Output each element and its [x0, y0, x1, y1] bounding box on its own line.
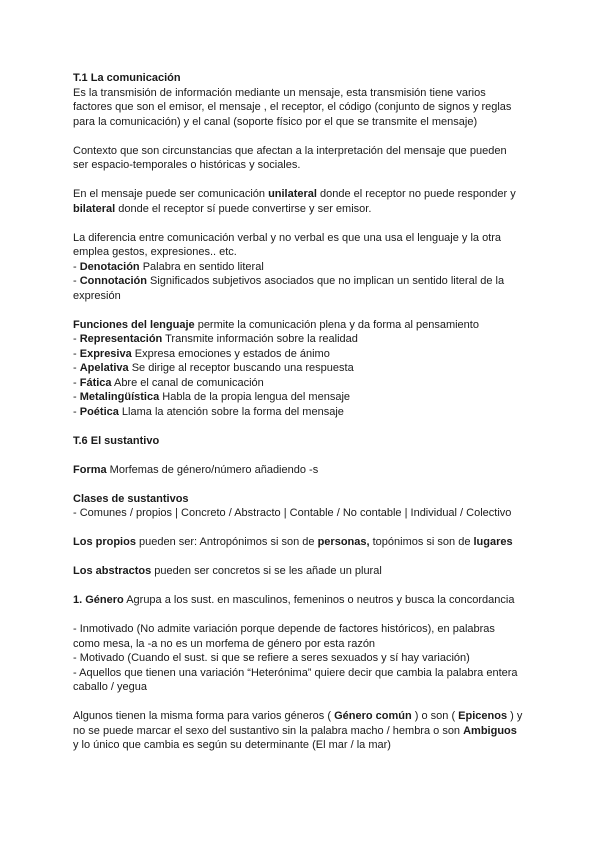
document-page — [73, 71, 543, 767]
connotacion-item: - Connotación Significados subjetivos asociados que no implican un sentido literal de la — [73, 275, 505, 287]
algunos-line-2: no se puede marcar el sexo del sustantivo sin la palabra macho / hembra o son Ambiguos — [73, 724, 517, 737]
tipos-line-2: como mesa, la -a no es un morfema de género por esta razón — [73, 637, 376, 650]
diferencia-line-2: emplea gestos, expresiones.. etc. — [73, 246, 237, 258]
tipos-line-4: - Aquellos que tienen una variación “Heterónima” quiere decir que cambia la palabra entera — [73, 666, 518, 679]
algunos-line-3: y lo único que cambia es según su determinante (El mar / la mar) — [73, 739, 391, 751]
funcion-item: - Representación Transmite información sobre la realidad — [73, 333, 358, 345]
diferencia-line-1: La diferencia entre comunicación verbal y no verbal es que una usa el lenguaje y la otra — [73, 231, 502, 244]
funcion-item: - Apelativa Se dirige al receptor buscando una respuesta — [73, 362, 354, 374]
t6-title: T.6 El sustantivo — [73, 434, 160, 447]
t1-intro-line-1: Es la transmisión de información mediante un mensaje, esta transmisión tiene varios — [73, 86, 486, 99]
clases-list: - Comunes / propios | Concreto / Abstracto | Contable / No contable | Individual / Colectivo — [73, 507, 512, 519]
mensaje-line-1: En el mensaje puede ser comunicación unilateral donde el receptor no puede responder y — [73, 188, 516, 200]
propios-paragraph: Los propios pueden ser: Antropónimos si son de personas, topónimos si son de lugares — [73, 536, 513, 548]
algunos-paragraph — [73, 709, 543, 753]
contexto-line-1: Contexto que son circunstancias que afectan a la interpretación del mensaje que pueden — [73, 144, 507, 157]
forma-paragraph: Forma Morfemas de género/número añadiendo -s — [73, 463, 319, 476]
tipos-line-5: caballo / yegua — [73, 681, 147, 693]
funcion-item: - Poética Llama la atención sobre la forma del mensaje — [73, 405, 344, 418]
t1-block — [73, 71, 543, 129]
connotacion-item-cont: expresión — [73, 289, 121, 302]
t1-intro-line-3: para la comunicación) y el canal (soporte físico por el que se transmite el mensaje) — [73, 115, 478, 128]
funcion-item: - Expresiva Expresa emociones y estados de ánimo — [73, 347, 330, 360]
funcion-item: - Metalingüística Habla de la propia lengua del mensaje — [73, 391, 351, 403]
contexto-paragraph — [73, 144, 543, 173]
funciones-paragraph — [73, 318, 543, 420]
mensaje-paragraph — [73, 187, 543, 216]
genero-paragraph: 1. Género Agrupa a los sust. en masculinos, femeninos o neutros y busca la concordancia — [73, 594, 515, 606]
denotacion-item: - Denotación Palabra en sentido literal — [73, 260, 264, 273]
algunos-line-1: Algunos tienen la misma forma para varios géneros ( Género común ) o son ( Epicenos ) y — [73, 710, 523, 722]
diferencia-paragraph — [73, 231, 543, 304]
tipos-line-1: - Inmotivado (No admite variación porque depende de factores históricos), en palabras — [73, 623, 495, 635]
funciones-heading: Funciones del lenguaje permite la comunicación plena y da forma al pensamiento — [73, 318, 479, 331]
mensaje-line-2: bilateral donde el receptor sí puede convertirse y ser emisor. — [73, 202, 372, 215]
funcion-item: - Fática Abre el canal de comunicación — [73, 376, 264, 389]
t1-intro-line-2: factores que son el emisor, el mensaje , el receptor, el código (conjunto de signos y reglas — [73, 101, 512, 113]
tipos-line-3: - Motivado (Cuando el sust. si que se refiere a seres sexuados y sí hay variación) — [73, 652, 470, 664]
clases-heading: Clases de sustantivos — [73, 492, 189, 505]
tipos-paragraph — [73, 622, 543, 695]
contexto-line-2: ser espacio-temporales o históricas y sociales. — [73, 159, 301, 171]
t1-title: T.1 La comunicación — [73, 72, 181, 84]
abstractos-paragraph: Los abstractos pueden ser concretos si se les añade un plural — [73, 565, 382, 577]
clases-paragraph — [73, 492, 543, 521]
